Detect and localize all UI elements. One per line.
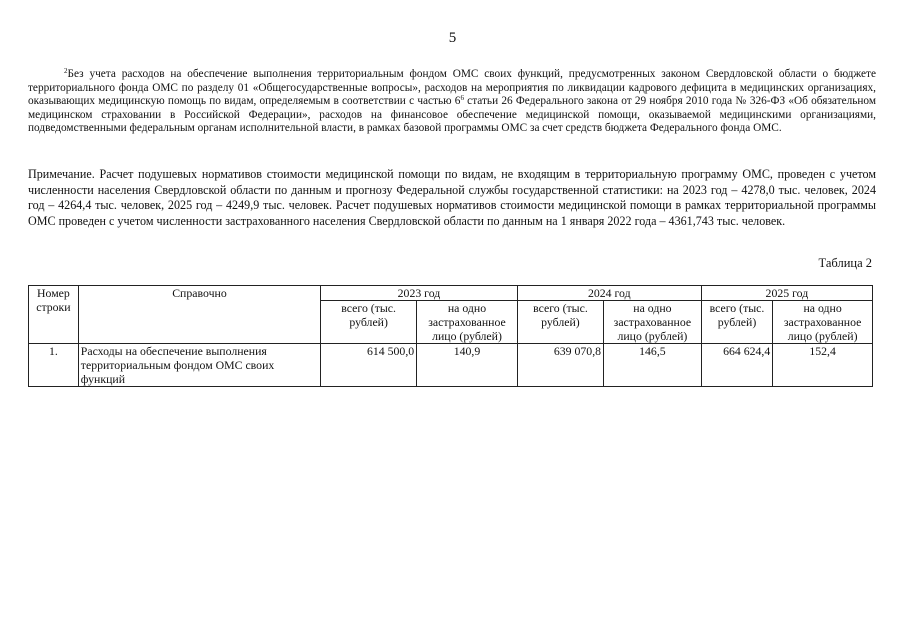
data-table <box>28 285 873 387</box>
cell-description: Расходы на обеспечение выполнения территориальным фондом ОМС своих функций <box>78 344 320 387</box>
header-year-2025: 2025 год <box>701 286 872 301</box>
cell-total-2024: 639 070,8 <box>517 344 603 387</box>
footnote <box>28 68 876 136</box>
cell-total-2025: 664 624,4 <box>701 344 772 387</box>
cell-per-insured-2024: 146,5 <box>604 344 702 387</box>
cell-total-2023: 614 500,0 <box>321 344 417 387</box>
header-per-insured-2023: на одно застрахованное лицо (рублей) <box>417 301 518 344</box>
header-row-number: Номер строки <box>29 286 79 344</box>
header-total-2025: всего (тыс. рублей) <box>701 301 772 344</box>
footnote-marker: 2 <box>64 67 68 75</box>
header-reference: Справочно <box>78 286 320 344</box>
footnote-text-part2: статьи 26 Федерального закона от 29 ноября 2010 года № 326-ФЗ «Об обязательном медицинском страховании в Российской Федерации», расходов на финансовое обеспечение медицинской помощи, оказываемой медицинскими организациями, подведомственными федеральным органам исполнительной власти, в рамках базовой программы ОМС за счет средств бюджета Федерального фонда ОМС. <box>28 95 877 135</box>
header-total-2023: всего (тыс. рублей) <box>321 301 417 344</box>
header-per-insured-2024: на одно застрахованное лицо (рублей) <box>604 301 702 344</box>
cell-per-insured-2025: 152,4 <box>773 344 873 387</box>
header-year-2023: 2023 год <box>321 286 518 301</box>
cell-row-number: 1. <box>29 344 79 387</box>
footnote-superscript: 6 <box>460 94 464 103</box>
table-label: Таблица 2 <box>818 256 872 270</box>
cell-per-insured-2023: 140,9 <box>417 344 518 387</box>
header-year-2024: 2024 год <box>517 286 701 301</box>
note-paragraph: Примечание. Расчет подушевых нормативов стоимости медицинской помощи по видам, не входящим в территориальную программу ОМС, проведен с учетом численности населения Свердловской области по данным и прогнозу Федеральной службы государственной статистики: на 2023 год – 4278,0 тыс. человек, 2024 год – 4264,4 тыс. человек, 2025 год – 4249,9 тыс. человек. Расчет подушевых нормативов стоимости медицинской помощи в рамках территориальной программы ОМС проведен с учетом численности застрахованного населения Свердловской области по данным на 1 января 2022 года – 4361,743 тыс. человек. <box>28 167 876 228</box>
header-per-insured-2025: на одно застрахованное лицо (рублей) <box>773 301 873 344</box>
table-row <box>29 344 873 387</box>
page-number: 5 <box>448 30 457 46</box>
header-total-2024: всего (тыс. рублей) <box>517 301 603 344</box>
footnote-text-part1: Без учета расходов на обеспечение выполнения территориальным фондом ОМС своих функций, предусмотренных законом Свердловской области о бюджете территориального фонда ОМС по разделу 01 «Общегосударственные вопросы», расходов на мероприятия по ликвидации кадрового дефицита в медицинских организациях, оказывающих медицинскую помощь по видам, определяемым в соответствии с частью 6 <box>28 68 876 108</box>
table-header-row-1 <box>29 286 873 301</box>
